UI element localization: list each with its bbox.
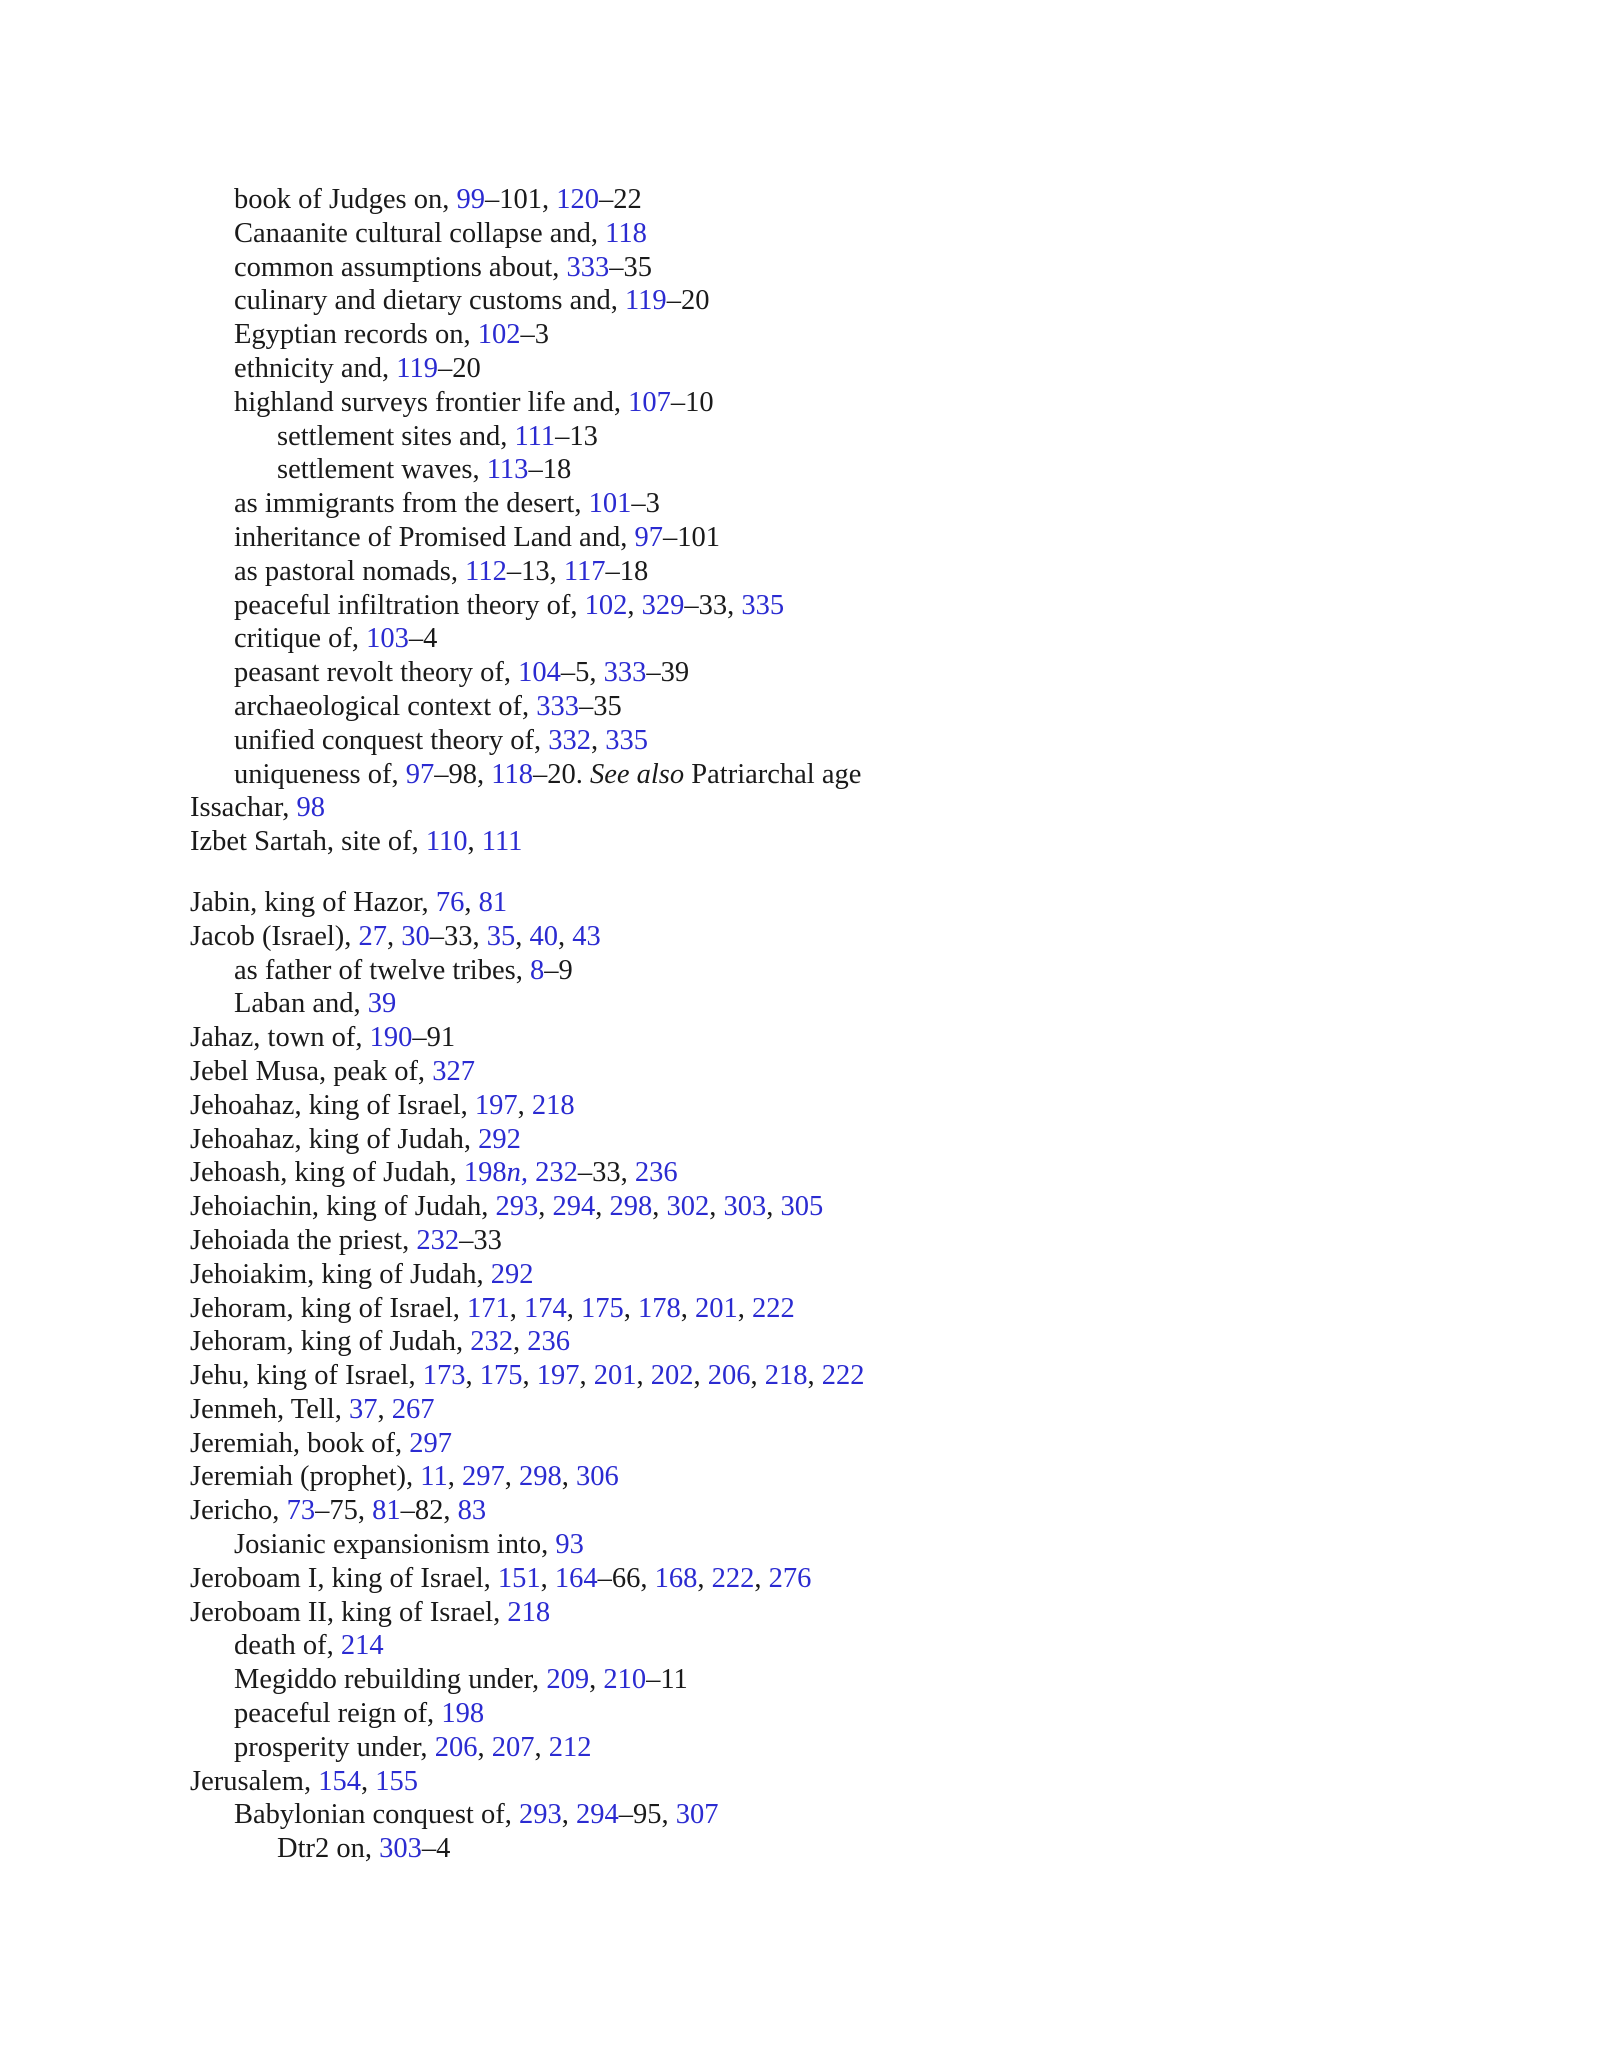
page-reference-link[interactable]: 335 [741, 589, 785, 621]
entry-text: culinary and dietary customs and, [234, 285, 625, 317]
index-entry [190, 1494, 1440, 1528]
page-reference-link[interactable]: 218 [531, 1089, 575, 1121]
entry-text: , [627, 589, 642, 621]
entry-text: settlement sites and, [277, 420, 515, 452]
entry-text: , [697, 1562, 712, 1594]
entry-text: settlement waves, [277, 454, 487, 486]
index-subentry [190, 622, 1440, 656]
index-entry [190, 1156, 1440, 1190]
index-entry [190, 886, 1440, 920]
index-entry [190, 825, 1440, 859]
page-reference-link[interactable]: 297 [409, 1427, 452, 1459]
page-reference-link[interactable]: 111 [481, 826, 523, 858]
page-reference-link[interactable]: 39 [367, 988, 397, 1020]
entry-text: , [360, 1765, 376, 1797]
page-reference-link[interactable]: 212 [548, 1731, 592, 1763]
page-reference-link[interactable]: n, [506, 1157, 529, 1189]
entry-text: –3 [520, 319, 550, 351]
entry-text: peaceful reign of, [234, 1698, 442, 1730]
page-reference-link[interactable]: 97 [405, 758, 435, 790]
entry-text: Babylonian conquest of, [234, 1799, 519, 1831]
page-reference-link[interactable]: 297 [462, 1461, 505, 1493]
page-reference-link[interactable]: 210 [603, 1664, 647, 1696]
entry-text: –91 [412, 1022, 456, 1054]
page-reference-link[interactable]: 173 [422, 1360, 466, 1392]
index-entry [190, 1190, 1440, 1224]
entry-text: Issachar, [190, 792, 297, 824]
page-reference-link[interactable]: 276 [768, 1562, 812, 1594]
index-entry [190, 920, 1440, 954]
page-reference-link[interactable]: 306 [576, 1461, 619, 1493]
index-entry [190, 1562, 1440, 1596]
entry-text: , [558, 920, 573, 952]
page-reference-link[interactable]: 190 [369, 1022, 413, 1054]
index-subentry [190, 284, 1440, 318]
entry-text: critique of, [234, 623, 367, 655]
entry-text: , [561, 1461, 576, 1493]
entry-text: unified conquest theory of, [234, 724, 549, 756]
page-reference-link[interactable]: 222 [711, 1562, 755, 1594]
entry-text: , [377, 1393, 392, 1425]
index-subentry [190, 724, 1440, 758]
entry-text: Egyptian records on, [234, 319, 478, 351]
page-reference-link[interactable]: 178 [638, 1292, 681, 1324]
index-entry [190, 1359, 1440, 1393]
index-entry [190, 1021, 1440, 1055]
page-reference-link[interactable]: 98 [296, 792, 325, 824]
page-reference-link[interactable]: 236 [634, 1157, 678, 1189]
entry-text: as immigrants from the desert, [234, 488, 589, 520]
index-subentry [190, 386, 1440, 420]
entry-text: , [590, 724, 606, 756]
entry-text: –22 [598, 184, 642, 215]
index-subentry [190, 987, 1440, 1021]
page-reference-link[interactable]: 101 [588, 488, 632, 520]
entry-text: as pastoral nomads, [234, 555, 466, 587]
index-entry [190, 1055, 1440, 1089]
index-subentry [190, 1798, 1440, 1832]
entry-text: –3 [631, 488, 660, 520]
page-reference-link[interactable]: 201 [695, 1292, 738, 1324]
page-reference-link[interactable]: 37 [348, 1393, 378, 1425]
page-reference-link[interactable]: 222 [821, 1360, 865, 1392]
page-reference-link[interactable]: 302 [666, 1191, 710, 1223]
page-reference-link[interactable]: 333 [566, 251, 610, 283]
index-entry [190, 1123, 1440, 1157]
index-subentry [190, 656, 1440, 690]
page-reference-link[interactable]: 11 [420, 1461, 448, 1493]
entry-text: –101 [662, 521, 720, 553]
entry-text: Jeroboam II, king of Israel, [190, 1596, 508, 1628]
entry-text: Megiddo rebuilding under, [234, 1664, 547, 1696]
page-reference-link[interactable]: 175 [581, 1292, 624, 1324]
entry-text: Canaanite cultural collapse and, [234, 217, 606, 249]
page-reference-link[interactable]: 104 [518, 657, 561, 689]
page-reference-link[interactable]: 110 [425, 826, 468, 858]
index-entry [190, 1427, 1440, 1461]
entry-text: Jacob (Israel), [190, 920, 359, 952]
entry-text: –13 [555, 420, 598, 452]
entry-text: –33 [459, 1224, 502, 1256]
page-reference-link[interactable]: 303 [723, 1191, 767, 1223]
entry-text: , [807, 1360, 822, 1392]
index-subsubentry [190, 1832, 1440, 1866]
page-reference-link[interactable]: 111 [514, 420, 556, 452]
entry-text: , [680, 1292, 695, 1324]
entry-text: –101, [484, 184, 557, 215]
entry-text: Josianic expansionism into, [234, 1529, 556, 1561]
page-reference-link[interactable]: 267 [391, 1393, 435, 1425]
index-subentry [190, 318, 1440, 352]
page-reference-link[interactable]: 40 [529, 920, 559, 952]
index-subentry [190, 217, 1440, 251]
page-reference-link[interactable]: 168 [654, 1562, 698, 1594]
entry-text: peasant revolt theory of, [234, 657, 519, 689]
page-reference-link[interactable]: 298 [519, 1461, 562, 1493]
index-subentry [190, 1528, 1440, 1562]
entry-text: Izbet Sartah, site of, [190, 826, 426, 858]
page-reference-link[interactable]: 218 [764, 1360, 808, 1392]
entry-text: –11 [646, 1664, 688, 1696]
page-reference-link[interactable]: 292 [490, 1258, 534, 1290]
page-reference-link[interactable]: 8 [529, 954, 545, 986]
entry-text: ethnicity and, [234, 352, 397, 384]
page-reference-link[interactable]: 113 [486, 454, 529, 486]
index-subentry [190, 1629, 1440, 1663]
page-reference-link[interactable]: 206 [434, 1731, 478, 1763]
page-reference-link[interactable]: 206 [707, 1360, 751, 1392]
page-reference-link[interactable]: 232 [535, 1157, 578, 1189]
page-reference-link[interactable]: 333 [536, 690, 580, 722]
entry-text: Jenmeh, Tell, [190, 1393, 349, 1425]
index-subentry [190, 183, 1440, 217]
entry-text: Laban and, [234, 988, 368, 1020]
page-reference-link[interactable]: 298 [609, 1191, 653, 1223]
page-reference-link[interactable]: 201 [593, 1360, 637, 1392]
entry-text: Jehoash, king of Judah, [190, 1157, 464, 1189]
entry-text: –33, [429, 920, 487, 952]
entry-text: , [709, 1191, 724, 1223]
entry-text: , [766, 1191, 781, 1223]
entry-text: , [509, 1292, 524, 1324]
index-entry [190, 1292, 1440, 1326]
page-reference-link[interactable]: 197 [474, 1089, 518, 1121]
entry-text: , [447, 1461, 462, 1493]
entry-text: Jericho, [190, 1495, 287, 1527]
entry-text: common assumptions about, [234, 251, 567, 283]
page-reference-link[interactable]: 112 [465, 555, 507, 587]
entry-text: peaceful infiltration theory of, [234, 589, 585, 621]
entry-text: , [693, 1360, 708, 1392]
entry-text: –35 [609, 251, 652, 283]
page-reference-link[interactable]: 73 [286, 1495, 316, 1527]
index-subentry [190, 1731, 1440, 1765]
page-reference-link[interactable]: 232 [470, 1326, 513, 1358]
page-reference-link[interactable]: 83 [457, 1495, 487, 1527]
page-reference-link[interactable]: 293 [518, 1799, 562, 1831]
entry-text: –4 [421, 1833, 451, 1865]
index-subentry [190, 352, 1440, 386]
page-reference-link[interactable]: 174 [524, 1292, 567, 1324]
entry-text: , [465, 1360, 480, 1392]
entry-text: , [540, 1562, 555, 1594]
entry-text: –98, [434, 758, 492, 790]
page-reference-link[interactable]: 103 [366, 623, 409, 655]
index-entry [190, 1325, 1440, 1359]
entry-text: –18 [605, 555, 649, 587]
page-reference-link[interactable]: 202 [650, 1360, 694, 1392]
index-subentry [190, 589, 1440, 623]
entry-text: Dtr2 on, [277, 1833, 380, 1865]
index-subentry [190, 487, 1440, 521]
page-reference-link[interactable]: 332 [548, 724, 591, 756]
entry-text: –95, [618, 1799, 676, 1831]
index-subentry [190, 1663, 1440, 1697]
page-reference-link[interactable]: 236 [527, 1326, 570, 1358]
page-reference-link[interactable]: 197 [536, 1360, 580, 1392]
cross-reference-label: See also [589, 758, 685, 790]
entry-text: –10 [670, 386, 714, 418]
page-reference-link[interactable]: 214 [340, 1630, 384, 1662]
page-reference-link[interactable]: 119 [396, 352, 438, 384]
entry-text: , [579, 1360, 594, 1392]
entry-text: Jerusalem, [190, 1765, 319, 1797]
entry-text: , [517, 1089, 532, 1121]
page-reference-link[interactable]: 218 [507, 1596, 551, 1628]
page-reference-link[interactable]: 120 [556, 184, 599, 215]
page-reference-link[interactable]: 307 [675, 1799, 719, 1831]
entry-text: Jehoahaz, king of Judah, [190, 1123, 479, 1155]
entry-text: , [754, 1562, 769, 1594]
page-reference-link[interactable]: 76 [435, 886, 465, 918]
page-reference-link[interactable]: 35 [486, 920, 516, 952]
entry-text: –33, [684, 589, 742, 621]
entry-text: , [504, 1461, 519, 1493]
page-reference-link[interactable]: 209 [546, 1664, 590, 1696]
entry-text: Jeroboam I, king of Israel, [190, 1562, 498, 1594]
page-reference-link[interactable]: 198 [463, 1157, 507, 1189]
entry-text: Jehoram, king of Israel, [190, 1292, 467, 1324]
entry-text: –75, [315, 1495, 373, 1527]
entry-text: Jehoiakim, king of Judah, [190, 1258, 491, 1290]
page-reference-link[interactable]: 102 [584, 589, 628, 621]
page-reference-link[interactable]: 333 [603, 657, 647, 689]
page-reference-link[interactable]: 117 [563, 555, 606, 587]
entry-text: Jehoiada the priest, [190, 1224, 417, 1256]
entry-text: , [515, 920, 530, 952]
page-reference-link[interactable]: 232 [416, 1224, 460, 1256]
entry-text: Jahaz, town of, [190, 1022, 370, 1054]
page-reference-link[interactable]: 93 [555, 1529, 584, 1561]
entry-text: , [566, 1292, 581, 1324]
entry-text: death of, [234, 1630, 341, 1662]
entry-text: –82, [400, 1495, 458, 1527]
entry-text: Jebel Musa, peak of, [190, 1055, 433, 1087]
entry-text: –13, [506, 555, 564, 587]
index-entry [190, 1258, 1440, 1292]
page-reference-link[interactable]: 81 [372, 1495, 401, 1527]
entry-text: Jehoahaz, king of Israel, [190, 1089, 475, 1121]
entry-text: Jehoiachin, king of Judah, [190, 1191, 496, 1223]
page-reference-link[interactable]: 294 [575, 1799, 619, 1831]
index-subentry [190, 555, 1440, 589]
entry-text: , [522, 1360, 537, 1392]
page-reference-link[interactable]: 335 [605, 724, 648, 756]
entry-text: , [636, 1360, 651, 1392]
page-reference-link[interactable]: 305 [780, 1191, 824, 1223]
page-reference-link[interactable]: 292 [478, 1123, 521, 1155]
page-reference-link[interactable]: 43 [572, 920, 601, 952]
index-entry [190, 1765, 1440, 1799]
entry-text: –35 [579, 690, 622, 722]
page-reference-link[interactable]: 207 [491, 1731, 535, 1763]
page-reference-link[interactable]: 294 [552, 1191, 596, 1223]
entry-text: –39 [646, 657, 690, 689]
entry-text: book of Judges on, [234, 184, 457, 215]
page-reference-link[interactable]: 164 [554, 1562, 598, 1594]
page-reference-link[interactable]: 118 [605, 217, 647, 249]
page-reference-link[interactable]: 175 [479, 1360, 523, 1392]
entry-text: prosperity under, [234, 1731, 435, 1763]
page-reference-link[interactable]: 97 [634, 521, 663, 553]
entry-text: , [561, 1799, 576, 1831]
entry-text: , [623, 1292, 638, 1324]
page-reference-link[interactable]: 327 [432, 1055, 475, 1087]
index-list [190, 183, 1440, 1866]
entry-text: –18 [528, 454, 572, 486]
entry-text: –4 [408, 623, 438, 655]
page-reference-link[interactable]: 102 [477, 319, 521, 351]
entry-text: Jeremiah (prophet), [190, 1461, 421, 1493]
entry-text: , [534, 1731, 549, 1763]
index-subentry [190, 954, 1440, 988]
index-subentry [190, 251, 1440, 285]
index-subentry [190, 521, 1440, 555]
entry-text: –20 [437, 352, 481, 384]
entry-text: highland surveys frontier life and, [234, 386, 629, 418]
page-reference-link[interactable]: 303 [379, 1833, 422, 1865]
entry-text: , [595, 1191, 610, 1223]
page-reference-link[interactable]: 118 [491, 758, 533, 790]
index-subentry [190, 758, 1440, 792]
entry-text: Jeremiah, book of, [190, 1427, 410, 1459]
entry-text: –20 [666, 285, 710, 317]
page-reference-link[interactable]: 155 [375, 1765, 418, 1797]
page-reference-link[interactable]: 119 [624, 285, 667, 317]
index-entry [190, 1089, 1440, 1123]
entry-text: , [538, 1191, 553, 1223]
page-reference-link[interactable]: 329 [641, 589, 685, 621]
page-reference-link[interactable]: 99 [456, 184, 485, 215]
entry-text: archaeological context of, [234, 690, 537, 722]
index-entry [190, 1460, 1440, 1494]
page-reference-link[interactable]: 107 [628, 386, 671, 418]
page-reference-link[interactable]: 154 [318, 1765, 361, 1797]
index-subentry [190, 690, 1440, 724]
index-subentry [190, 1697, 1440, 1731]
entry-text: Patriarchal age [684, 758, 862, 790]
entry-text: uniqueness of, [234, 758, 406, 790]
entry-text: Jehu, king of Israel, [190, 1360, 423, 1392]
index-entry [190, 791, 1440, 825]
page-reference-link[interactable]: 198 [441, 1698, 485, 1730]
entry-text: –33, [577, 1157, 635, 1189]
page-reference-link[interactable]: 222 [752, 1292, 795, 1324]
index-subsubentry [190, 453, 1440, 487]
entry-text: –5, [560, 657, 604, 689]
entry-text: , [512, 1326, 528, 1358]
entry-text: –66, [597, 1562, 655, 1594]
entry-text: , [737, 1292, 752, 1324]
index-entry [190, 1596, 1440, 1630]
entry-text: , [477, 1731, 492, 1763]
entry-text: , [467, 826, 482, 858]
entry-text: , [652, 1191, 667, 1223]
entry-text: , [589, 1664, 604, 1696]
index-subsubentry [190, 420, 1440, 454]
entry-text: , [750, 1360, 765, 1392]
entry-text: Jehoram, king of Judah, [190, 1326, 471, 1358]
page-reference-link[interactable]: 81 [478, 886, 508, 918]
index-entry [190, 1224, 1440, 1258]
entry-text: Jabin, king of Hazor, [190, 886, 436, 918]
page-reference-link[interactable]: 171 [467, 1292, 510, 1324]
entry-text: as father of twelve tribes, [234, 954, 530, 986]
entry-text: , [464, 886, 479, 918]
entry-text: –9 [544, 954, 573, 986]
entry-text: –20. [532, 758, 590, 790]
entry-text: , [387, 920, 402, 952]
page-reference-link[interactable]: 30 [401, 920, 430, 952]
letter-section-gap [190, 859, 1440, 886]
index-entry [190, 1393, 1440, 1427]
page-reference-link[interactable]: 151 [497, 1562, 541, 1594]
entry-text: inheritance of Promised Land and, [234, 521, 635, 553]
page-reference-link[interactable]: 27 [358, 920, 388, 952]
page-reference-link[interactable]: 293 [495, 1191, 539, 1223]
